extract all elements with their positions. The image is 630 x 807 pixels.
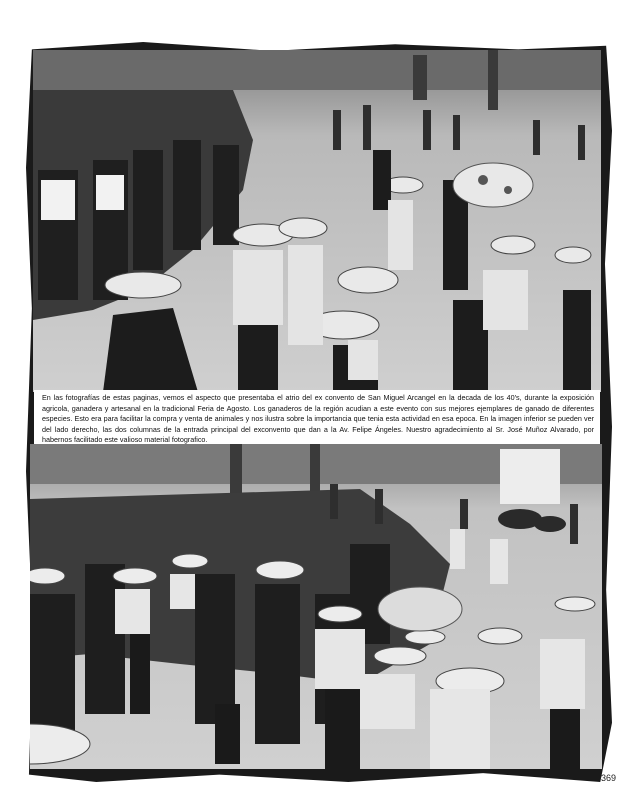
photo-fair-crowd-bottom bbox=[30, 444, 602, 769]
page-number: 369 bbox=[600, 773, 616, 783]
photo-caption bbox=[34, 390, 600, 444]
photo-fair-crowd-top bbox=[33, 50, 601, 392]
caption-text: En las fotografías de estas paginas, vemos el aspecto que presentaba el atrio del ex convento de San Miguel Arcangel en la decada de los 40's, durante la exposición agricola, ganadera y artesanal en la tradicional Feria de Agosto. Los ganaderos de la región acudian a este evento con sus mejores ejemplares de ganado de diferentes especies. Esto era para facilitar la compra y venta de animales y nos ilustra sobre la importancia que tenia esta actividad en esa epoca. En la imagen inferior se pueden ver del lado derecho, las dos columnas de la entrada principal del exconvento que dan a la Av. Felipe Ángeles. Nuestro agradecimiento al Sr. José Muñoz Alvarado, por habernos facilitado este valioso material fotografico. bbox=[42, 393, 594, 445]
